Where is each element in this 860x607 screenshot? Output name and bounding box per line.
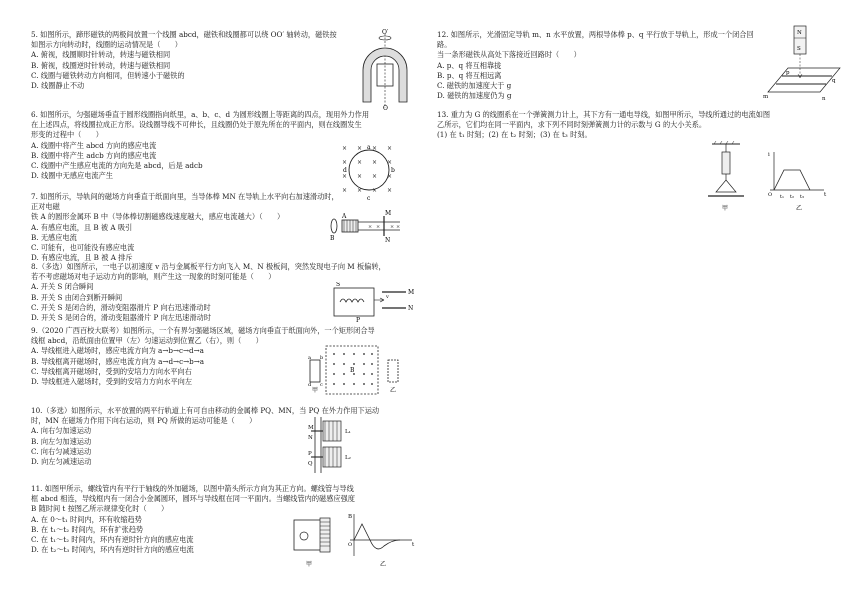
option-b: B. 俯视，线圈逆时针转动，转速与磁铁相同 [31,60,171,70]
option-b: B. 线圈中将产生 adcb 方向的感应电流 [31,150,157,160]
figure-13-spring-scale [700,140,840,220]
fig10-label: P [308,451,312,457]
svg-text:×: × [372,159,378,166]
question-stem: 10.（多选）如图所示，水平放置的两平行轨道上有可自由移动的金属棒 PQ、MN，当 PQ 在外力作用下运动 时，MN 在磁场力作用下向右运动，则 PQ 所做的运动可能是（ ） [31,406,380,426]
fig5-label: O′ [382,29,389,36]
svg-text:×: × [372,187,378,194]
option-a: A. 俯视，线圈顺时针转动，转速与磁铁相同 [31,50,171,60]
figure-10-parallel-rails [307,413,367,479]
svg-text:×: × [376,224,381,230]
option-c: C. 在 t₁～t₂ 时间内，环内有逆时针方向的感应电流 [31,535,194,545]
figure-7-electromagnet-rail [328,208,408,248]
fig10-label: N [308,435,313,441]
figure-5-horseshoe-magnet [355,28,415,110]
option-c: C. 可能有，也可能没有感应电流 [31,243,135,253]
fig12-label: S [797,46,801,52]
option-a: A. 开关 S 闭合瞬间 [31,282,94,292]
question-stem: 7. 如图所示，导轨间的磁场方向垂直于纸面向里，当导体棒 MN 在导轨上水平向右加速滑动时，正对电磁 铁 A 的圆形金属环 B 中（导体棒切割磁感线速度越大，感应电流越大）（ ） [31,192,339,222]
svg-text:×: × [387,187,393,194]
option-d: D. 开关 S 是闭合的，滑动变阻器滑片 P 向左迅速滑动时 [31,313,211,323]
fig11-label: t [412,542,415,548]
question-12 [437,30,757,101]
option-c: C. 导线框离开磁场时，受到的安培力方向水平向右 [31,366,192,376]
fig12-label: m [763,94,769,100]
option-c: C. 开关 S 是闭合的，滑动变阻器滑片 P 向右迅速滑动时 [31,302,211,312]
fig8-label: S [336,282,341,288]
question-stem: 5. 如图所示，蹄形磁铁的两极间放置一个线圈 abcd，磁铁和线圈都可以绕 OO′ 轴转动，磁铁按 如图示方向转动时，线圈的运动情况是（ ） [31,30,337,50]
figure-11-solenoid-graph [288,510,418,572]
fig5-label: O [383,105,388,110]
fig13-label: 乙 [796,205,803,212]
question-stem: 8.（多选）如图所示，一电子以初速度 v 沿与金属板平行方向飞入 M、N 极板间，突然发现电子向 M 板偏转， 若不考虑磁场对电子运动方向的影响，则产生这一现象的时刻可能是（ ） [31,262,386,282]
fig12-label: n [822,96,826,102]
fig8-label: v [386,294,389,300]
svg-text:×: × [357,173,363,180]
figure-8-circuit-plates [330,282,414,324]
svg-text:×: × [387,145,393,152]
fig10-label: L₂ [345,455,351,461]
option-d: D. 线圈静止不动 [31,81,85,91]
fig9-label: 乙 [390,387,397,394]
svg-text:×: × [372,173,378,180]
question-stem: 12. 如图所示，光滑固定导轨 m、n 水平放置，两根导体棒 p、q 平行放于导轨上，形成一个闭合回路。 当一条形磁铁从高处下落接近回路时（ ） [437,30,754,60]
svg-text:×: × [357,159,363,166]
svg-text:×: × [372,145,378,152]
option-d: D. 向左匀减速运动 [31,457,92,467]
fig13-label: t₁ [780,194,785,200]
fig10-label: M [308,425,314,431]
fig7-label: N [385,237,391,244]
option-c: C. 线圈与磁铁转动方向相同，但转速小于磁铁的 [31,70,185,80]
question-stem: 6. 如图所示，匀强磁场垂直于圆形线圈指向纸里，a、b、c、d 为圆形线圈上等距离的四点，现用外力作用 在上述四点，将线圈拉成正方形。设线圈导线不可伸长，且线圈仍处于原先所在的平面内，则在线圈发生 形变的过程中（ ） [31,110,370,140]
fig11-label: O [348,542,353,548]
fig8-label: P [356,317,361,324]
option-d: D. 线圈中无感应电流产生 [31,171,113,181]
figure-9-magnetic-region [306,342,410,400]
option-d: D. 有感应电流，且 B 被 A 排斥 [31,253,133,263]
fig8-label: M [408,289,414,296]
option-b: B. 在 t₁～t₂ 时间内，环有扩张趋势 [31,524,144,534]
svg-text:×: × [368,224,373,230]
svg-text:×: × [387,173,393,180]
svg-text:×: × [390,224,395,230]
fig9-label: d [308,382,312,388]
fig9-label: B [350,367,355,374]
option-a: A. p、q 将互相靠拢 [437,60,502,70]
question-7 [31,192,341,263]
question-stem: 9.（2020 广西百校大联考）如图所示，一个有界匀强磁场区域，磁场方向垂直于纸面向外，一个矩形闭合导 线框 abcd，沿纸面由位置甲（左）匀速运动到位置乙（右），则（ ） [31,326,375,346]
fig6-label: b [391,167,395,174]
fig11-label: 乙 [380,561,387,568]
option-c: C. 磁铁的加速度大于 g [437,81,512,91]
option-c: C. 向右匀减速运动 [31,446,92,456]
option-d: D. 在 t₂～t₃ 时间内，环内有逆时针方向的感应电流 [31,545,194,555]
option-a: A. 导线框进入磁场时，感应电流方向为 a→b→c→d→a [31,346,204,356]
option-a: A. 在 0～t₁ 时间内，环有收缩趋势 [31,514,142,524]
question-stem: 13. 重力为 G 的线圈系在一个弹簧测力计上，其下方有一通电导线，如图甲所示，导线所通过的电流如图 乙所示，它们均在同一平面内，求下列不同时刻弹簧测力计的示数与 G 的大小关系。 (1) 在 t₁ 时刻；(2) 在 t₂ 时刻；(3) 在 t₃ 时刻。 [437,110,771,140]
fig7-label: A [342,213,347,220]
fig13-label: t₃ [800,194,805,200]
fig9-label: b [320,355,324,361]
fig12-label: p [786,70,790,76]
option-a: A. 向右匀加速运动 [31,426,92,436]
svg-text:×: × [342,173,348,180]
fig11-label: B [348,514,353,520]
figure-12-magnet-rails [762,22,844,102]
option-a: A. 线圈中将产生 abcd 方向的感应电流 [31,140,157,150]
fig6-label: c [367,195,371,202]
svg-text:×: × [342,145,348,152]
fig13-label: i [768,152,770,158]
fig9-label: a [308,355,311,361]
fig6-label: d [343,167,347,174]
fig12-label: q [832,78,836,84]
fig6-label: a [367,144,371,151]
fig12-label: N [797,30,802,36]
svg-text:×: × [342,159,348,166]
question-5 [31,30,381,91]
option-b: B. 向左匀加速运动 [31,436,92,446]
question-13 [437,110,837,141]
fig9-label: c [320,382,323,388]
option-d: D. 导线框进入磁场时，受到的安培力方向水平向左 [31,377,193,387]
fig9-label: 甲 [312,387,319,394]
option-b: B. 无感应电流 [31,232,77,242]
fig11-label: 甲 [306,561,313,568]
option-b: B. 开关 S 由闭合到断开瞬间 [31,292,123,302]
svg-text:×: × [396,224,401,230]
fig13-label: t₂ [790,194,795,200]
option-c: C. 线圈中产生感应电流的方向先是 abcd，后是 adcb [31,161,203,171]
fig7-label: B [330,235,335,242]
fig10-label: L₁ [345,429,351,435]
svg-text:×: × [357,145,363,152]
fig13-label: t [824,192,827,198]
svg-text:×: × [342,187,348,194]
svg-text:×: × [357,187,363,194]
fig13-label: 甲 [722,205,729,212]
svg-text:×: × [387,159,393,166]
option-b: B. 导线框离开磁场时，感应电流方向为 a→d→c→b→a [31,356,205,366]
option-b: B. p、q 将互相远离 [437,70,502,80]
option-a: A. 有感应电流，且 B 被 A 吸引 [31,222,133,232]
fig13-label: O [768,192,773,198]
option-d: D. 磁铁的加速度仍为 g [437,91,512,101]
question-stem: 11. 如图甲所示，螺线管内有平行于轴线的外加磁场，以图中箭头所示方向为其正方向。螺线管与导线 框 abcd 相连，导线框内有一闭合小金属圆环，圆环与导线框在同一平面内。当螺线管内的磁感应强度 B 随时间 t 按图乙所示规律变化时（ ） [31,484,355,514]
fig8-label: N [408,305,414,312]
figure-6-circular-coil [337,140,407,206]
fig7-label: M [385,210,392,217]
fig10-label: Q [308,461,313,467]
